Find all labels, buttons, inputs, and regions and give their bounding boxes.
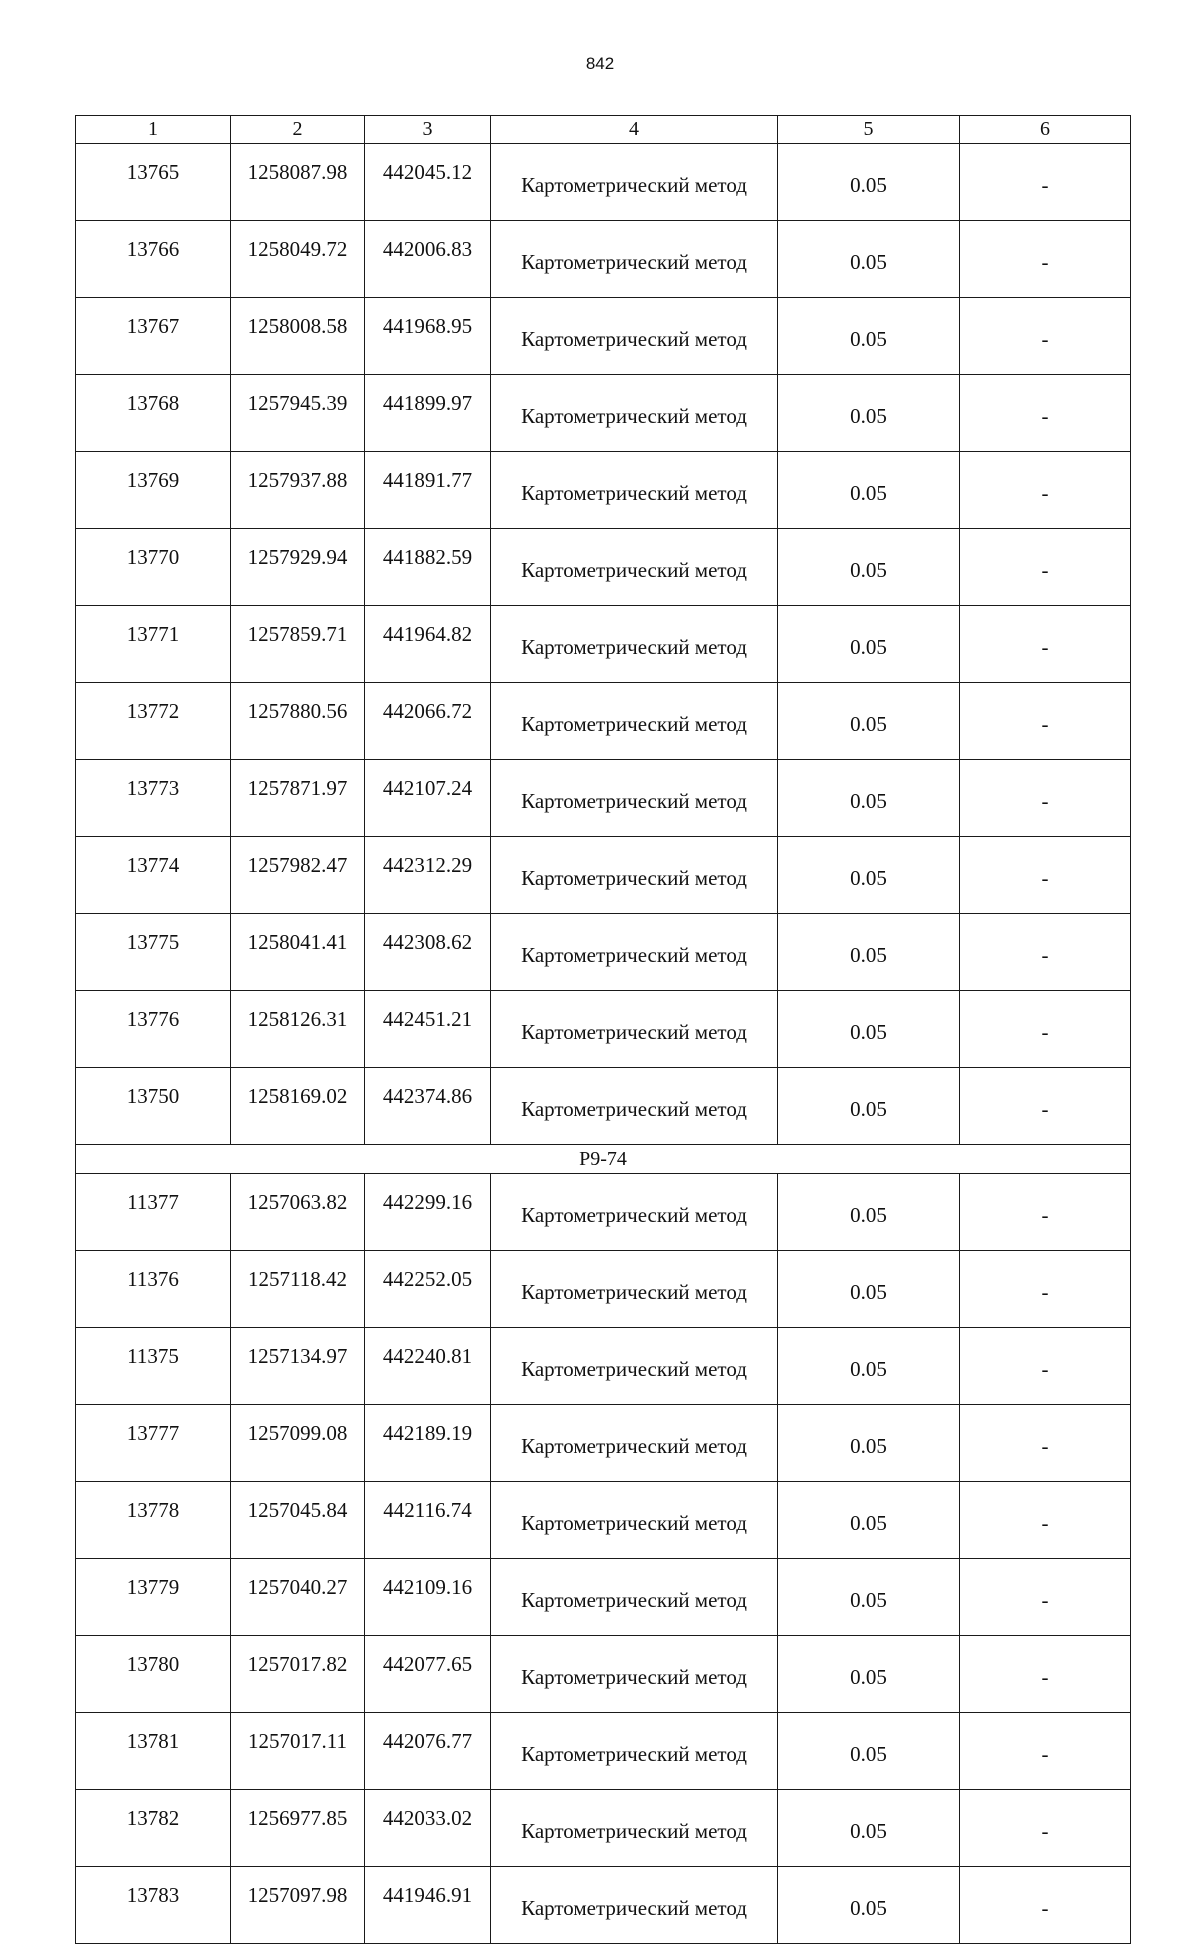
method-cell: Картометрический метод <box>491 760 778 837</box>
accuracy-cell: 0.05 <box>778 606 960 683</box>
note-cell: - <box>960 1713 1131 1790</box>
point-number-cell: 13778 <box>76 1482 231 1559</box>
method-cell: Картометрический метод <box>491 1636 778 1713</box>
table-row <box>76 1068 1131 1145</box>
table-row <box>76 1790 1131 1867</box>
table-row <box>76 1328 1131 1405</box>
note-cell: - <box>960 683 1131 760</box>
y-coordinate-cell: 442107.24 <box>365 760 491 837</box>
point-number-cell: 13783 <box>76 1867 231 1944</box>
y-coordinate-cell: 442045.12 <box>365 144 491 221</box>
accuracy-cell: 0.05 <box>778 1251 960 1328</box>
point-number-cell: 11376 <box>76 1251 231 1328</box>
accuracy-cell: 0.05 <box>778 1405 960 1482</box>
table-row <box>76 1174 1131 1251</box>
section-row <box>76 1145 1131 1174</box>
x-coordinate-cell: 1258049.72 <box>231 221 365 298</box>
table-row <box>76 1636 1131 1713</box>
column-header: 2 <box>231 116 365 144</box>
x-coordinate-cell: 1258087.98 <box>231 144 365 221</box>
accuracy-cell: 0.05 <box>778 221 960 298</box>
method-cell: Картометрический метод <box>491 375 778 452</box>
method-cell: Картометрический метод <box>491 144 778 221</box>
point-number-cell: 13768 <box>76 375 231 452</box>
y-coordinate-cell: 442109.16 <box>365 1559 491 1636</box>
x-coordinate-cell: 1257929.94 <box>231 529 365 606</box>
y-coordinate-cell: 442006.83 <box>365 221 491 298</box>
accuracy-cell: 0.05 <box>778 144 960 221</box>
table-row <box>76 452 1131 529</box>
accuracy-cell: 0.05 <box>778 837 960 914</box>
accuracy-cell: 0.05 <box>778 1790 960 1867</box>
x-coordinate-cell: 1257134.97 <box>231 1328 365 1405</box>
note-cell: - <box>960 375 1131 452</box>
table-row <box>76 683 1131 760</box>
y-coordinate-cell: 442451.21 <box>365 991 491 1068</box>
y-coordinate-cell: 442116.74 <box>365 1482 491 1559</box>
method-cell: Картометрический метод <box>491 606 778 683</box>
note-cell: - <box>960 1559 1131 1636</box>
y-coordinate-cell: 442076.77 <box>365 1713 491 1790</box>
method-cell: Картометрический метод <box>491 914 778 991</box>
note-cell: - <box>960 529 1131 606</box>
column-header: 6 <box>960 116 1131 144</box>
point-number-cell: 11377 <box>76 1174 231 1251</box>
point-number-cell: 13774 <box>76 837 231 914</box>
column-header: 4 <box>491 116 778 144</box>
point-number-cell: 13781 <box>76 1713 231 1790</box>
table-row <box>76 837 1131 914</box>
y-coordinate-cell: 441964.82 <box>365 606 491 683</box>
point-number-cell: 13776 <box>76 991 231 1068</box>
note-cell: - <box>960 452 1131 529</box>
accuracy-cell: 0.05 <box>778 1713 960 1790</box>
note-cell: - <box>960 760 1131 837</box>
note-cell: - <box>960 1867 1131 1944</box>
x-coordinate-cell: 1257880.56 <box>231 683 365 760</box>
accuracy-cell: 0.05 <box>778 1867 960 1944</box>
method-cell: Картометрический метод <box>491 1790 778 1867</box>
y-coordinate-cell: 442312.29 <box>365 837 491 914</box>
table-row <box>76 1405 1131 1482</box>
accuracy-cell: 0.05 <box>778 683 960 760</box>
table-row <box>76 529 1131 606</box>
point-number-cell: 11375 <box>76 1328 231 1405</box>
method-cell: Картометрический метод <box>491 1328 778 1405</box>
accuracy-cell: 0.05 <box>778 375 960 452</box>
table-row <box>76 375 1131 452</box>
y-coordinate-cell: 442189.19 <box>365 1405 491 1482</box>
x-coordinate-cell: 1257099.08 <box>231 1405 365 1482</box>
table-body <box>76 144 1131 1944</box>
note-cell: - <box>960 837 1131 914</box>
point-number-cell: 13782 <box>76 1790 231 1867</box>
table-row <box>76 1867 1131 1944</box>
coordinates-table <box>75 115 1131 1944</box>
table-row <box>76 1559 1131 1636</box>
point-number-cell: 13767 <box>76 298 231 375</box>
accuracy-cell: 0.05 <box>778 1559 960 1636</box>
point-number-cell: 13780 <box>76 1636 231 1713</box>
x-coordinate-cell: 1257017.82 <box>231 1636 365 1713</box>
x-coordinate-cell: 1257871.97 <box>231 760 365 837</box>
method-cell: Картометрический метод <box>491 529 778 606</box>
x-coordinate-cell: 1257063.82 <box>231 1174 365 1251</box>
note-cell: - <box>960 1251 1131 1328</box>
method-cell: Картометрический метод <box>491 1174 778 1251</box>
x-coordinate-cell: 1257040.27 <box>231 1559 365 1636</box>
y-coordinate-cell: 442308.62 <box>365 914 491 991</box>
y-coordinate-cell: 441899.97 <box>365 375 491 452</box>
method-cell: Картометрический метод <box>491 1867 778 1944</box>
note-cell: - <box>960 1636 1131 1713</box>
accuracy-cell: 0.05 <box>778 1174 960 1251</box>
y-coordinate-cell: 442252.05 <box>365 1251 491 1328</box>
note-cell: - <box>960 914 1131 991</box>
table-row <box>76 1713 1131 1790</box>
method-cell: Картометрический метод <box>491 298 778 375</box>
table-row <box>76 606 1131 683</box>
point-number-cell: 13773 <box>76 760 231 837</box>
method-cell: Картометрический метод <box>491 683 778 760</box>
note-cell: - <box>960 1174 1131 1251</box>
point-number-cell: 13771 <box>76 606 231 683</box>
note-cell: - <box>960 1405 1131 1482</box>
accuracy-cell: 0.05 <box>778 1636 960 1713</box>
x-coordinate-cell: 1258126.31 <box>231 991 365 1068</box>
point-number-cell: 13772 <box>76 683 231 760</box>
table-row <box>76 144 1131 221</box>
note-cell: - <box>960 606 1131 683</box>
note-cell: - <box>960 1482 1131 1559</box>
accuracy-cell: 0.05 <box>778 760 960 837</box>
column-header: 1 <box>76 116 231 144</box>
x-coordinate-cell: 1257097.98 <box>231 1867 365 1944</box>
point-number-cell: 13765 <box>76 144 231 221</box>
y-coordinate-cell: 442033.02 <box>365 1790 491 1867</box>
table-row <box>76 298 1131 375</box>
point-number-cell: 13750 <box>76 1068 231 1145</box>
y-coordinate-cell: 441968.95 <box>365 298 491 375</box>
y-coordinate-cell: 442374.86 <box>365 1068 491 1145</box>
method-cell: Картометрический метод <box>491 452 778 529</box>
point-number-cell: 13766 <box>76 221 231 298</box>
point-number-cell: 13769 <box>76 452 231 529</box>
column-header: 3 <box>365 116 491 144</box>
x-coordinate-cell: 1258008.58 <box>231 298 365 375</box>
method-cell: Картометрический метод <box>491 1068 778 1145</box>
table-header-row <box>76 116 1131 144</box>
y-coordinate-cell: 441946.91 <box>365 1867 491 1944</box>
note-cell: - <box>960 298 1131 375</box>
method-cell: Картометрический метод <box>491 837 778 914</box>
y-coordinate-cell: 441891.77 <box>365 452 491 529</box>
y-coordinate-cell: 441882.59 <box>365 529 491 606</box>
method-cell: Картометрический метод <box>491 1405 778 1482</box>
accuracy-cell: 0.05 <box>778 991 960 1068</box>
x-coordinate-cell: 1257945.39 <box>231 375 365 452</box>
x-coordinate-cell: 1257859.71 <box>231 606 365 683</box>
accuracy-cell: 0.05 <box>778 529 960 606</box>
y-coordinate-cell: 442066.72 <box>365 683 491 760</box>
column-header: 5 <box>778 116 960 144</box>
section-title: Р9-74 <box>76 1145 1131 1174</box>
x-coordinate-cell: 1257017.11 <box>231 1713 365 1790</box>
note-cell: - <box>960 1068 1131 1145</box>
accuracy-cell: 0.05 <box>778 1328 960 1405</box>
note-cell: - <box>960 991 1131 1068</box>
method-cell: Картометрический метод <box>491 1482 778 1559</box>
page-number: 842 <box>585 54 615 73</box>
table-row <box>76 914 1131 991</box>
point-number-cell: 13777 <box>76 1405 231 1482</box>
note-cell: - <box>960 144 1131 221</box>
x-coordinate-cell: 1258169.02 <box>231 1068 365 1145</box>
accuracy-cell: 0.05 <box>778 452 960 529</box>
x-coordinate-cell: 1257118.42 <box>231 1251 365 1328</box>
y-coordinate-cell: 442077.65 <box>365 1636 491 1713</box>
y-coordinate-cell: 442299.16 <box>365 1174 491 1251</box>
table-row <box>76 221 1131 298</box>
x-coordinate-cell: 1257045.84 <box>231 1482 365 1559</box>
note-cell: - <box>960 1790 1131 1867</box>
method-cell: Картометрический метод <box>491 1559 778 1636</box>
x-coordinate-cell: 1256977.85 <box>231 1790 365 1867</box>
point-number-cell: 13775 <box>76 914 231 991</box>
method-cell: Картометрический метод <box>491 1251 778 1328</box>
method-cell: Картометрический метод <box>491 221 778 298</box>
point-number-cell: 13779 <box>76 1559 231 1636</box>
note-cell: - <box>960 1328 1131 1405</box>
note-cell: - <box>960 221 1131 298</box>
accuracy-cell: 0.05 <box>778 1068 960 1145</box>
accuracy-cell: 0.05 <box>778 298 960 375</box>
method-cell: Картометрический метод <box>491 991 778 1068</box>
x-coordinate-cell: 1257937.88 <box>231 452 365 529</box>
x-coordinate-cell: 1258041.41 <box>231 914 365 991</box>
accuracy-cell: 0.05 <box>778 1482 960 1559</box>
table-row <box>76 991 1131 1068</box>
x-coordinate-cell: 1257982.47 <box>231 837 365 914</box>
table-row <box>76 1251 1131 1328</box>
table-row <box>76 1482 1131 1559</box>
method-cell: Картометрический метод <box>491 1713 778 1790</box>
accuracy-cell: 0.05 <box>778 914 960 991</box>
table-row <box>76 760 1131 837</box>
y-coordinate-cell: 442240.81 <box>365 1328 491 1405</box>
point-number-cell: 13770 <box>76 529 231 606</box>
